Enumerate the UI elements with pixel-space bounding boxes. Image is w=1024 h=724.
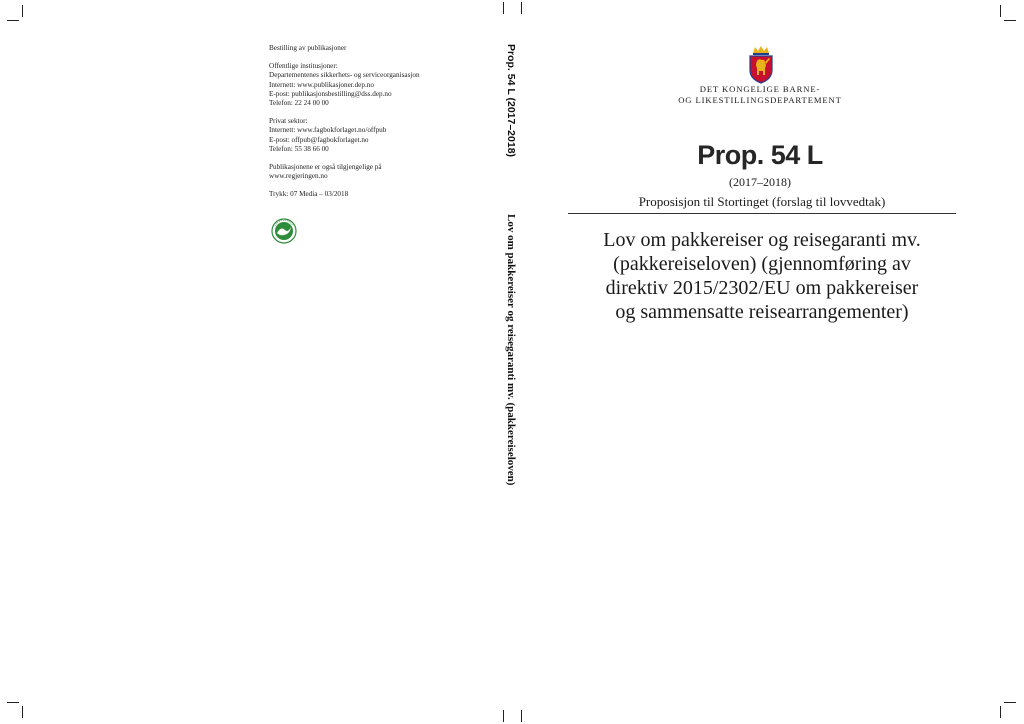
private-phone: Telefon: 55 38 66 00 [269, 144, 329, 153]
crop-mark [1000, 5, 1001, 17]
crop-mark [1004, 702, 1016, 703]
title-line: (pakkereiseloven) (gjennomføring av [613, 253, 911, 275]
crop-mark [7, 702, 19, 703]
ministry-line1: DET KONGELIGE BARNE- [699, 84, 821, 94]
crop-mark [521, 710, 522, 722]
online-line2: www.regjeringen.no [269, 172, 328, 181]
spine-prop-number: Prop. 54 L (2017–2018) [505, 44, 517, 158]
print-info: Trykk: 07 Media – 03/2018 [269, 190, 349, 199]
order-heading: Bestilling av publikasjoner [269, 44, 347, 52]
crop-mark [22, 706, 23, 718]
title-line: Lov om pakkereiser og reisegaranti mv. [603, 229, 921, 251]
crop-mark [1000, 706, 1001, 718]
public-heading: Offentlige institusjoner: [269, 62, 338, 71]
proposition-subtitle: Proposisjon til Stortinget (forslag til lovvedtak) [638, 194, 886, 209]
swan-ecolabel-icon [271, 218, 297, 244]
public-org: Departementenes sikkerhets- og serviceorganisasjon [269, 71, 420, 80]
ministry-line2: OG LIKESTILLINGSDEPARTEMENT [678, 95, 842, 105]
private-email: E-post: offpub@fagbokforlaget.no [269, 135, 369, 144]
private-web: Internett: www.fagbokforlaget.no/offpub [269, 126, 387, 135]
crop-mark [1004, 20, 1016, 21]
document-title [568, 228, 956, 324]
title-line: og sammensatte reisearrangementer) [615, 301, 909, 323]
ministry-name [660, 84, 860, 106]
private-heading: Privat sektor: [269, 117, 308, 126]
session-years: (2017–2018) [729, 175, 791, 189]
public-web: Internett: www.publikasjoner.dep.no [269, 80, 374, 89]
crop-mark [503, 2, 504, 14]
crop-mark [7, 20, 19, 21]
title-divider [568, 213, 956, 214]
public-email: E-post: publikasjonsbestilling@dss.dep.no [269, 89, 392, 98]
back-cover-info [269, 44, 499, 209]
crop-mark [521, 2, 522, 14]
prop-number: Prop. 54 L [697, 140, 823, 170]
coat-of-arms-icon [744, 44, 778, 84]
spine-title: Lov om pakkereiser og reisegaranti mv. (pakkereiseloven) [505, 214, 517, 486]
public-phone: Telefon: 22 24 00 00 [269, 99, 329, 108]
crop-mark [503, 710, 504, 722]
title-line: direktiv 2015/2302/EU om pakkereiser [605, 277, 919, 299]
online-line1: Publikasjonene er også tilgjengelige på [269, 163, 382, 172]
crop-mark [22, 5, 23, 17]
